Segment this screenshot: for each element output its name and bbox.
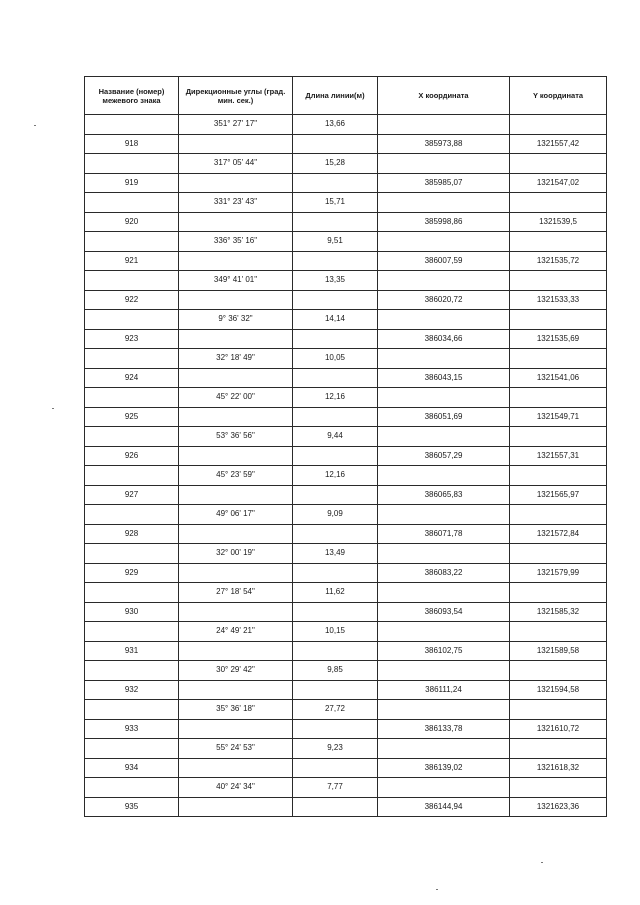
cell-line-length: 9,23 [293,739,378,759]
cell-y-coordinate [510,622,607,642]
cell-y-coordinate [510,388,607,408]
table-body [85,115,607,817]
cell-direction-angle [179,524,293,544]
cell-x-coordinate: 386051,69 [378,407,510,427]
table-row [85,154,607,174]
cell-y-coordinate [510,271,607,291]
cell-line-length: 9,09 [293,505,378,525]
cell-y-coordinate [510,349,607,369]
cell-direction-angle [179,485,293,505]
cell-y-coordinate [510,583,607,603]
cell-line-length: 13,49 [293,544,378,564]
cell-marker-name: 919 [85,173,179,193]
table-row [85,407,607,427]
cell-y-coordinate: 1321565,97 [510,485,607,505]
cell-direction-angle: 30° 29' 42" [179,661,293,681]
table-row [85,622,607,642]
cell-direction-angle: 55° 24' 53" [179,739,293,759]
table-row [85,661,607,681]
cell-line-length: 9,51 [293,232,378,252]
cell-y-coordinate: 1321585,32 [510,602,607,622]
cell-x-coordinate [378,466,510,486]
cell-y-coordinate: 1321589,58 [510,641,607,661]
boundary-coordinates-table [84,76,607,817]
cell-direction-angle: 35° 36' 18" [179,700,293,720]
cell-direction-angle: 24° 49' 21" [179,622,293,642]
table-row [85,739,607,759]
cell-y-coordinate: 1321547,02 [510,173,607,193]
scan-speck [52,408,54,409]
cell-x-coordinate: 386133,78 [378,719,510,739]
cell-line-length: 10,15 [293,622,378,642]
table-row [85,544,607,564]
cell-line-length: 12,16 [293,388,378,408]
cell-x-coordinate [378,583,510,603]
cell-marker-name: 924 [85,368,179,388]
scan-speck [436,889,438,890]
table-row [85,778,607,798]
cell-y-coordinate: 1321557,31 [510,446,607,466]
cell-x-coordinate: 386093,54 [378,602,510,622]
cell-marker-name [85,115,179,135]
cell-marker-name: 929 [85,563,179,583]
cell-x-coordinate [378,310,510,330]
cell-line-length [293,407,378,427]
cell-marker-name: 934 [85,758,179,778]
cell-marker-name [85,271,179,291]
header-line-length: Длина линии(м) [293,77,378,115]
table-row [85,797,607,817]
cell-x-coordinate [378,661,510,681]
cell-direction-angle [179,290,293,310]
table-row [85,290,607,310]
cell-x-coordinate: 386020,72 [378,290,510,310]
cell-y-coordinate [510,661,607,681]
cell-marker-name: 921 [85,251,179,271]
header-marker-name: Название (номер) межевого знака [85,77,179,115]
cell-x-coordinate [378,505,510,525]
cell-marker-name [85,622,179,642]
cell-marker-name [85,154,179,174]
cell-y-coordinate: 1321535,72 [510,251,607,271]
cell-y-coordinate: 1321557,42 [510,134,607,154]
cell-y-coordinate: 1321618,32 [510,758,607,778]
cell-direction-angle [179,719,293,739]
cell-marker-name [85,700,179,720]
cell-marker-name: 918 [85,134,179,154]
table-row [85,758,607,778]
cell-marker-name: 931 [85,641,179,661]
cell-marker-name [85,388,179,408]
cell-direction-angle [179,251,293,271]
cell-x-coordinate [378,544,510,564]
cell-x-coordinate: 386007,59 [378,251,510,271]
cell-line-length [293,602,378,622]
cell-direction-angle: 45° 23' 59" [179,466,293,486]
cell-x-coordinate: 386139,02 [378,758,510,778]
header-direction-angle: Дирекционные углы (град. мин. сек.) [179,77,293,115]
table-row [85,388,607,408]
cell-line-length [293,524,378,544]
cell-direction-angle: 317° 05' 44" [179,154,293,174]
cell-line-length: 15,28 [293,154,378,174]
cell-y-coordinate [510,115,607,135]
cell-y-coordinate [510,700,607,720]
cell-marker-name: 923 [85,329,179,349]
table-row [85,310,607,330]
cell-marker-name: 935 [85,797,179,817]
cell-y-coordinate [510,310,607,330]
cell-y-coordinate [510,154,607,174]
cell-line-length [293,641,378,661]
cell-y-coordinate [510,739,607,759]
cell-marker-name: 925 [85,407,179,427]
cell-marker-name [85,310,179,330]
cell-y-coordinate: 1321572,84 [510,524,607,544]
cell-direction-angle: 53° 36' 56" [179,427,293,447]
table-row [85,232,607,252]
cell-marker-name [85,232,179,252]
cell-line-length [293,290,378,310]
cell-line-length: 13,66 [293,115,378,135]
scan-speck [541,862,543,863]
cell-marker-name [85,778,179,798]
header-y-coordinate: Y координата [510,77,607,115]
cell-x-coordinate: 385973,88 [378,134,510,154]
cell-line-length [293,680,378,700]
cell-x-coordinate: 386144,94 [378,797,510,817]
table-row [85,193,607,213]
cell-x-coordinate [378,154,510,174]
cell-y-coordinate [510,778,607,798]
cell-direction-angle: 40° 24' 34" [179,778,293,798]
cell-direction-angle [179,797,293,817]
cell-direction-angle: 9° 36' 32" [179,310,293,330]
cell-y-coordinate: 1321549,71 [510,407,607,427]
header-x-coordinate: X координата [378,77,510,115]
table-header-row [85,77,607,115]
cell-direction-angle: 351° 27' 17" [179,115,293,135]
cell-y-coordinate: 1321579,99 [510,563,607,583]
cell-marker-name: 922 [85,290,179,310]
cell-direction-angle: 336° 35' 16" [179,232,293,252]
cell-line-length: 27,72 [293,700,378,720]
table-row [85,719,607,739]
table-row [85,505,607,525]
cell-line-length [293,251,378,271]
table-row [85,524,607,544]
table-row [85,700,607,720]
table-row [85,466,607,486]
cell-direction-angle: 27° 18' 54" [179,583,293,603]
cell-line-length [293,797,378,817]
table-row [85,446,607,466]
cell-x-coordinate: 386102,75 [378,641,510,661]
cell-marker-name: 928 [85,524,179,544]
cell-marker-name: 926 [85,446,179,466]
cell-direction-angle: 32° 18' 49" [179,349,293,369]
cell-line-length [293,719,378,739]
cell-line-length: 9,44 [293,427,378,447]
table-row [85,602,607,622]
cell-y-coordinate: 1321610,72 [510,719,607,739]
cell-x-coordinate: 386065,83 [378,485,510,505]
cell-x-coordinate [378,193,510,213]
cell-y-coordinate [510,427,607,447]
cell-x-coordinate [378,232,510,252]
cell-marker-name [85,583,179,603]
cell-direction-angle [179,134,293,154]
cell-line-length [293,758,378,778]
cell-line-length [293,446,378,466]
cell-direction-angle [179,173,293,193]
cell-line-length [293,563,378,583]
cell-line-length [293,212,378,232]
cell-direction-angle [179,602,293,622]
cell-marker-name [85,544,179,564]
cell-marker-name: 930 [85,602,179,622]
cell-line-length: 15,71 [293,193,378,213]
cell-x-coordinate [378,388,510,408]
cell-x-coordinate: 386057,29 [378,446,510,466]
cell-line-length: 14,14 [293,310,378,330]
cell-line-length: 10,05 [293,349,378,369]
cell-marker-name [85,193,179,213]
table-row [85,271,607,291]
cell-y-coordinate [510,505,607,525]
cell-y-coordinate [510,193,607,213]
cell-direction-angle [179,563,293,583]
cell-line-length [293,134,378,154]
cell-y-coordinate [510,466,607,486]
table-row [85,368,607,388]
cell-direction-angle: 349° 41' 01" [179,271,293,291]
cell-marker-name [85,427,179,447]
cell-x-coordinate: 386111,24 [378,680,510,700]
cell-line-length: 12,16 [293,466,378,486]
scan-speck [34,125,36,126]
cell-y-coordinate: 1321541,06 [510,368,607,388]
cell-direction-angle [179,368,293,388]
table-row [85,173,607,193]
cell-y-coordinate: 1321539,5 [510,212,607,232]
cell-x-coordinate [378,700,510,720]
table-row [85,212,607,232]
cell-line-length [293,485,378,505]
cell-line-length: 9,85 [293,661,378,681]
cell-x-coordinate: 386083,22 [378,563,510,583]
cell-direction-angle: 32° 00' 19" [179,544,293,564]
table-row [85,485,607,505]
cell-direction-angle: 45° 22' 00" [179,388,293,408]
cell-y-coordinate: 1321535,69 [510,329,607,349]
cell-x-coordinate [378,739,510,759]
cell-x-coordinate [378,349,510,369]
table-row [85,251,607,271]
cell-y-coordinate: 1321533,33 [510,290,607,310]
cell-line-length [293,173,378,193]
cell-line-length: 11,62 [293,583,378,603]
cell-marker-name [85,739,179,759]
table-row [85,583,607,603]
cell-y-coordinate: 1321594,58 [510,680,607,700]
table-row [85,329,607,349]
table-row [85,427,607,447]
cell-marker-name [85,661,179,681]
cell-y-coordinate [510,232,607,252]
cell-marker-name: 927 [85,485,179,505]
table-row [85,115,607,135]
cell-x-coordinate [378,427,510,447]
cell-line-length [293,329,378,349]
cell-y-coordinate: 1321623,36 [510,797,607,817]
cell-direction-angle: 49° 06' 17" [179,505,293,525]
cell-x-coordinate [378,778,510,798]
cell-direction-angle [179,758,293,778]
cell-direction-angle [179,212,293,232]
cell-marker-name: 920 [85,212,179,232]
table-row [85,680,607,700]
cell-x-coordinate: 385985,07 [378,173,510,193]
cell-marker-name: 932 [85,680,179,700]
table-row [85,134,607,154]
cell-x-coordinate: 386071,78 [378,524,510,544]
cell-marker-name [85,349,179,369]
cell-x-coordinate: 386034,66 [378,329,510,349]
table-row [85,641,607,661]
cell-x-coordinate [378,271,510,291]
table-row [85,349,607,369]
cell-marker-name: 933 [85,719,179,739]
cell-line-length: 7,77 [293,778,378,798]
cell-x-coordinate: 385998,86 [378,212,510,232]
cell-direction-angle [179,407,293,427]
table-row [85,563,607,583]
cell-direction-angle [179,446,293,466]
cell-marker-name [85,505,179,525]
cell-marker-name [85,466,179,486]
cell-line-length: 13,35 [293,271,378,291]
cell-x-coordinate: 386043,15 [378,368,510,388]
cell-x-coordinate [378,622,510,642]
cell-line-length [293,368,378,388]
cell-direction-angle [179,680,293,700]
cell-direction-angle: 331° 23' 43" [179,193,293,213]
cell-direction-angle [179,641,293,661]
cell-x-coordinate [378,115,510,135]
cell-y-coordinate [510,544,607,564]
cell-direction-angle [179,329,293,349]
